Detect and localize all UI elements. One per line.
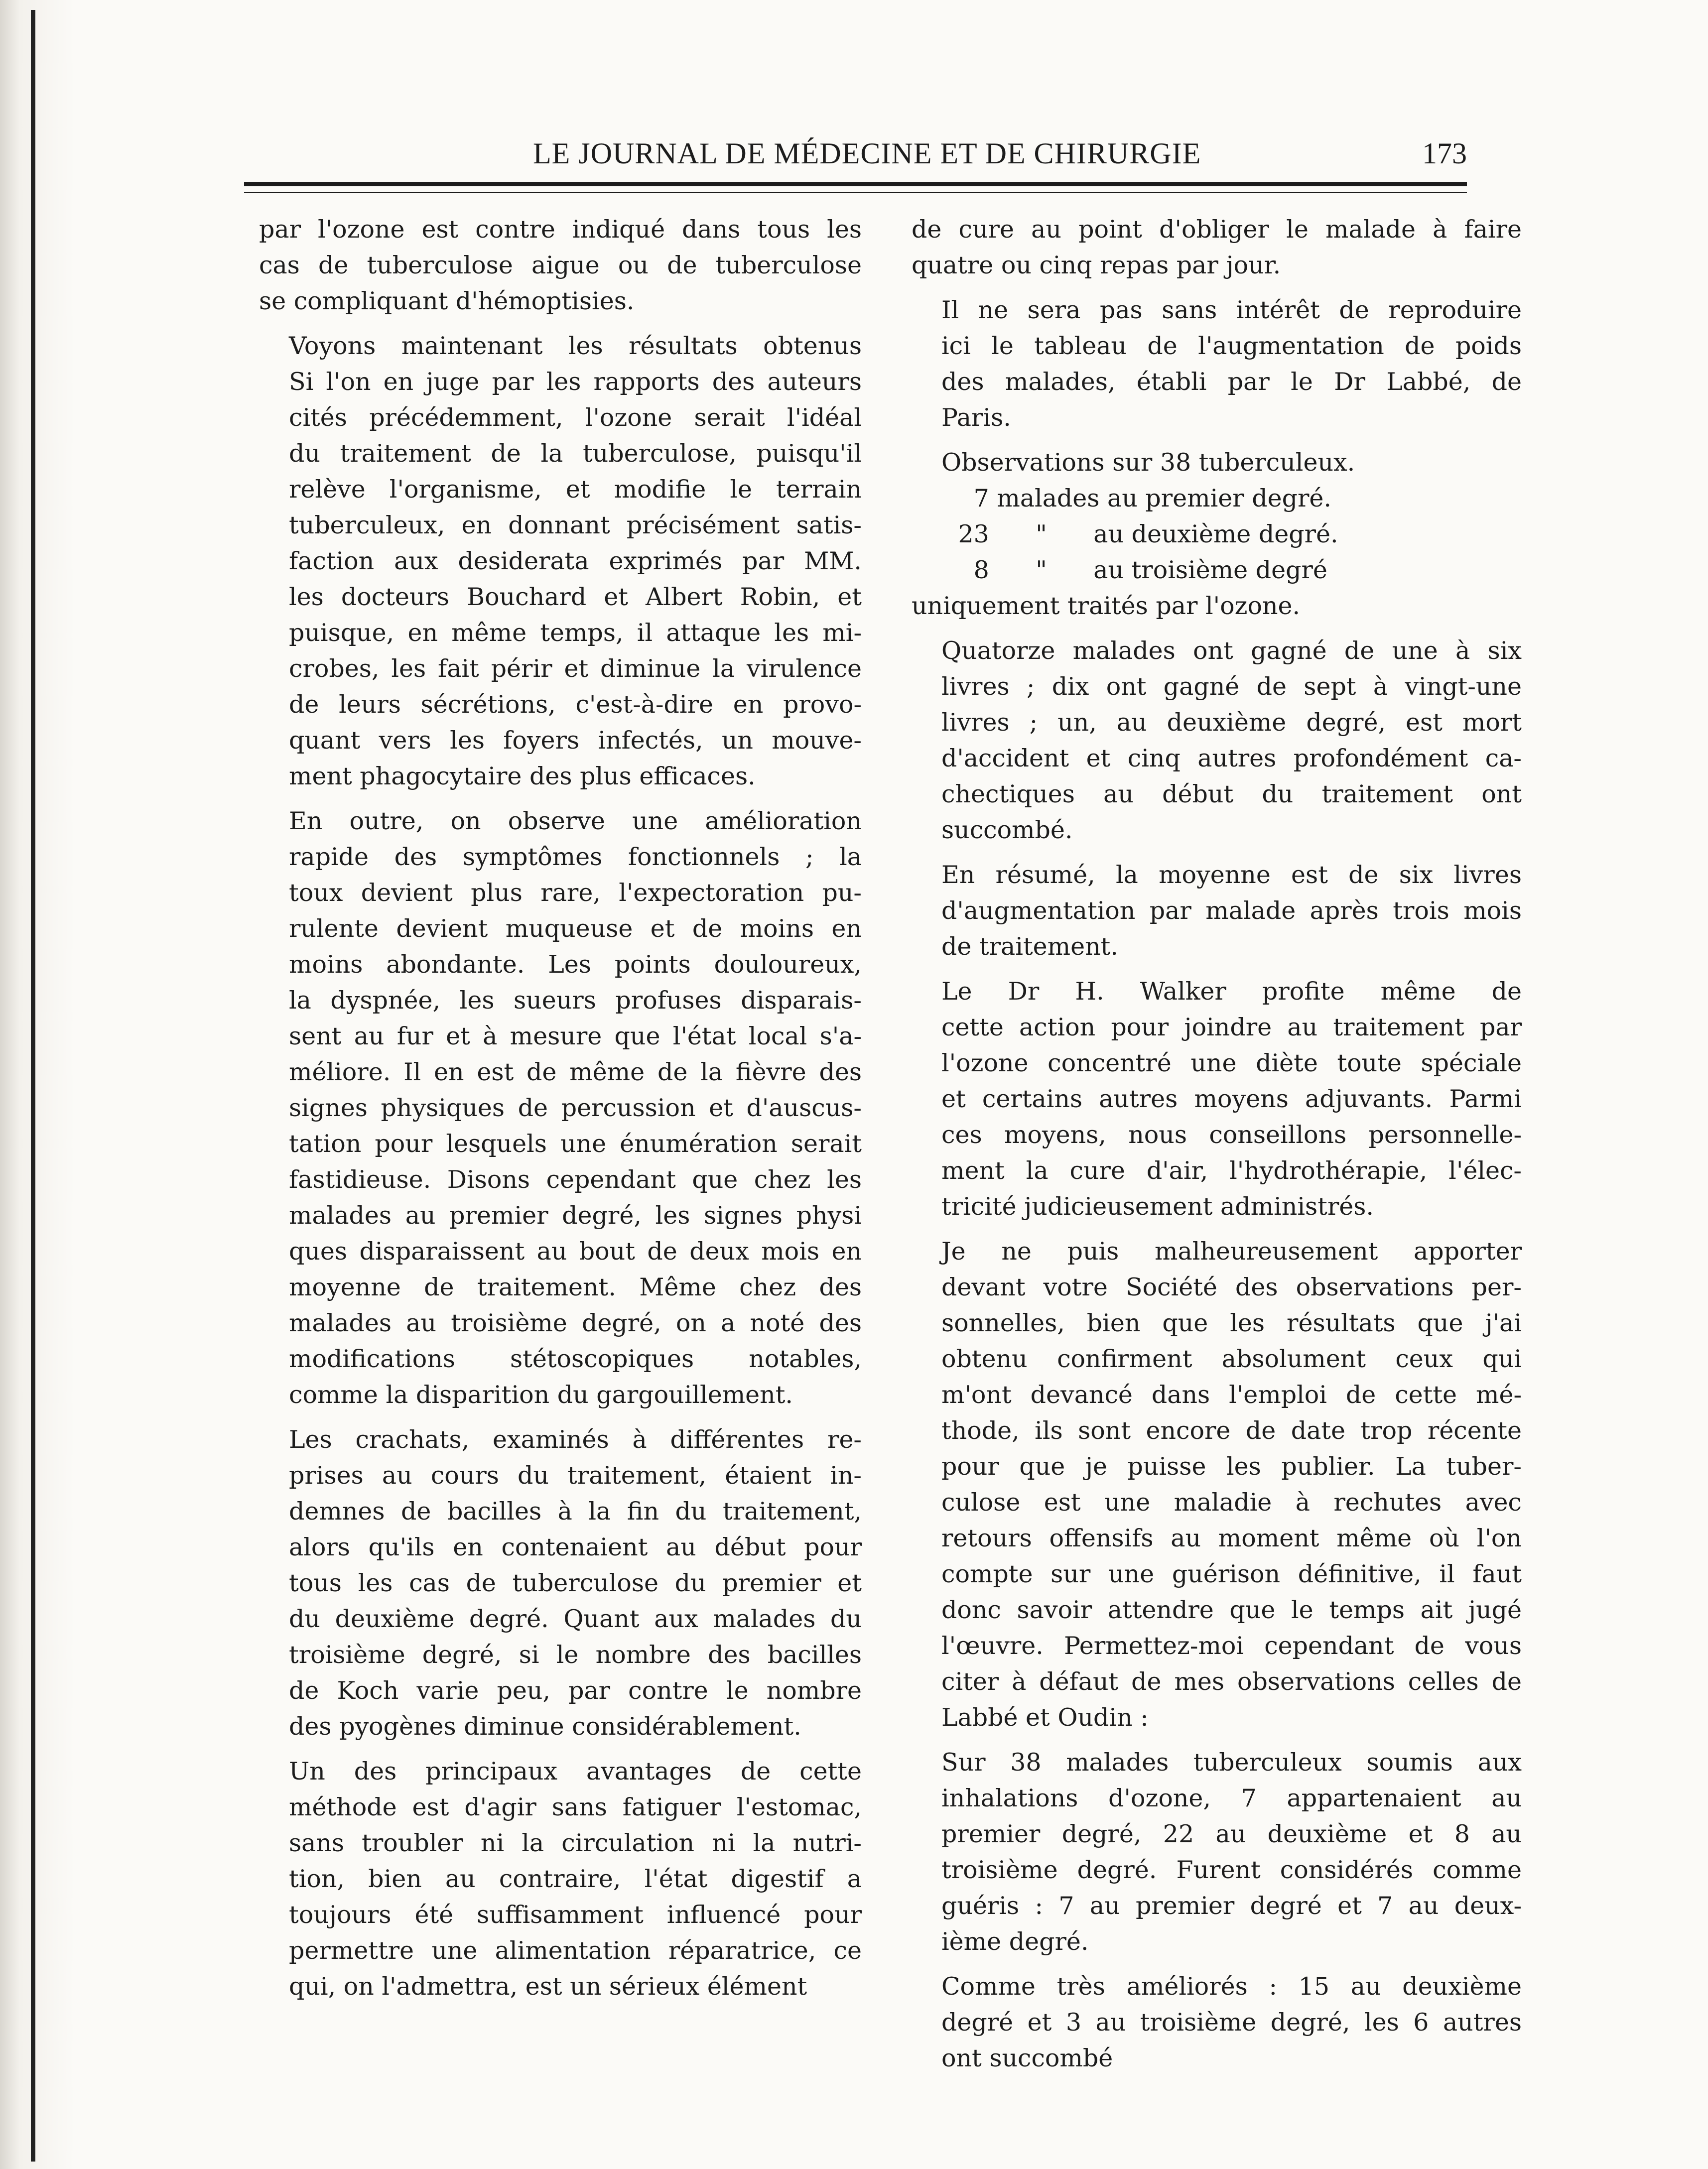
text-line: donc savoir attendre que le temps ait jugé xyxy=(941,1596,1522,1624)
text-line: faction aux desiderata exprimés par MM. xyxy=(289,547,862,575)
text-line: Labbé et Oudin : xyxy=(941,1703,1149,1732)
text-line: les docteurs Bouchard et Albert Robin, et xyxy=(289,583,862,611)
text-line: Si l'on en juge par les rapports des auteurs xyxy=(289,368,862,396)
text-line: pour que je puisse les publier. La tuber- xyxy=(941,1452,1522,1481)
text-line: demnes de bacilles à la fin du traitement, xyxy=(289,1497,862,1526)
text-line: méliore. Il en est de même de la fièvre des xyxy=(289,1058,862,1086)
text-line: compte sur une guérison définitive, il faut xyxy=(941,1560,1522,1588)
text-line: d'augmentation par malade après trois mois xyxy=(941,896,1522,925)
text-line: tricité judicieusement administrés. xyxy=(941,1192,1374,1221)
text-line: de leurs sécrétions, c'est-à-dire en provo- xyxy=(289,690,862,719)
text-line: En résumé, la moyenne est de six livres xyxy=(941,861,1522,889)
text-line: livres ; dix ont gagné de sept à vingt-une xyxy=(941,672,1522,701)
text-line: alors qu'ils en contenaient au début pour xyxy=(289,1533,862,1561)
text-line: ont succombé xyxy=(941,2044,1113,2072)
text-line: quant vers les foyers infectés, un mouve- xyxy=(289,726,862,755)
text-line: sent au fur et à mesure que l'état local s'a- xyxy=(289,1022,862,1050)
paragraph xyxy=(259,212,862,319)
running-title: LE JOURNAL DE MÉDECINE ET DE CHIRURGIE xyxy=(533,137,1201,170)
text-line: degré et 3 au troisième degré, les 6 autres xyxy=(941,2008,1522,2037)
stats-row: 8 " au troisième degré xyxy=(912,556,1327,584)
text-line: de traitement. xyxy=(941,932,1118,961)
stats-tail: uniquement traités par l'ozone. xyxy=(912,592,1301,620)
page-binding-shadow xyxy=(0,0,75,2169)
text-line: ces moyens, nous conseillons personnelle- xyxy=(941,1121,1522,1149)
paragraph xyxy=(912,974,1522,1225)
text-line: prises au cours du traitement, étaient in- xyxy=(289,1461,862,1490)
text-line: Le Dr H. Walker profite même de xyxy=(941,977,1522,1006)
text-line: cas de tuberculose aigue ou de tuberculose xyxy=(259,251,862,279)
text-line: retours offensifs au moment même où l'on xyxy=(941,1524,1522,1552)
text-line: obtenu confirment absolument ceux qui xyxy=(941,1345,1522,1373)
text-line: culose est une maladie à rechutes avec xyxy=(941,1488,1522,1517)
text-line: comme la disparition du gargouillement. xyxy=(289,1381,793,1409)
left-column xyxy=(259,212,862,2014)
text-line: ment phagocytaire des plus efficaces. xyxy=(289,762,756,790)
stats-heading: Observations sur 38 tuberculeux. xyxy=(941,448,1355,477)
text-line: malades au troisième degré, on a noté des xyxy=(289,1309,862,1337)
text-line: Sur 38 malades tuberculeux soumis aux xyxy=(941,1748,1522,1777)
text-line: livres ; un, au deuxième degré, est mort xyxy=(941,708,1522,737)
text-line: signes physiques de percussion et d'auscus- xyxy=(289,1094,862,1122)
text-line: Voyons maintenant les résultats obtenus xyxy=(289,332,862,360)
text-line: premier degré, 22 au deuxième et 8 au xyxy=(941,1820,1522,1848)
text-line: m'ont devancé dans l'emploi de cette mé- xyxy=(941,1381,1522,1409)
text-line: troisième degré, si le nombre des bacilles xyxy=(289,1641,862,1669)
text-line: du deuxième degré. Quant aux malades du xyxy=(289,1605,862,1633)
page-number: 173 xyxy=(1422,137,1467,170)
text-line: Il ne sera pas sans intérêt de reproduire xyxy=(941,296,1522,324)
text-line: se compliquant d'hémoptisies. xyxy=(259,287,635,315)
right-column xyxy=(912,212,1522,2085)
text-line: cette action pour joindre au traitement par xyxy=(941,1013,1522,1041)
text-line: sonnelles, bien que les résultats que j'ai xyxy=(941,1309,1522,1337)
text-line: En outre, on observe une amélioration xyxy=(289,807,862,835)
text-line: par l'ozone est contre indiqué dans tous les xyxy=(259,215,862,244)
text-line: du traitement de la tuberculose, puisqu'il xyxy=(289,439,862,468)
text-line: ques disparaissent au bout de deux mois en xyxy=(289,1237,862,1266)
text-line: Les crachats, examinés à différentes re- xyxy=(289,1425,862,1454)
text-line: chectiques au début du traitement ont xyxy=(941,780,1522,808)
text-line: méthode est d'agir sans fatiguer l'estomac, xyxy=(289,1793,862,1821)
text-line: guéris : 7 au premier degré et 7 au deux- xyxy=(941,1892,1522,1920)
text-line: puisque, en même temps, il attaque les mi- xyxy=(289,619,862,647)
stats-row: 7 malades au premier degré. xyxy=(912,484,1332,512)
text-line: ment la cure d'air, l'hydrothérapie, l'élec- xyxy=(941,1156,1522,1185)
header-rule-thick xyxy=(244,182,1467,186)
text-line: l'ozone concentré une diète toute spéciale xyxy=(941,1049,1522,1077)
text-line: des pyogènes diminue considérablement. xyxy=(289,1712,801,1741)
paragraph xyxy=(912,633,1522,848)
binding-edge-line xyxy=(31,10,35,2162)
text-line: moins abondante. Les points douloureux, xyxy=(289,950,862,979)
paragraph xyxy=(259,803,862,1413)
text-line: crobes, les fait périr et diminue la virulence xyxy=(289,654,862,683)
text-line: citer à défaut de mes observations celles de xyxy=(941,1667,1522,1696)
text-line: quatre ou cinq repas par jour. xyxy=(912,251,1281,279)
text-line: Paris. xyxy=(941,403,1011,432)
paragraph xyxy=(259,1422,862,1745)
text-line: relève l'organisme, et modifie le terrain xyxy=(289,475,862,504)
text-line: thode, ils sont encore de date trop récente xyxy=(941,1416,1522,1445)
text-line: d'accident et cinq autres profondément ca- xyxy=(941,744,1522,772)
stats-row: 23 " au deuxième degré. xyxy=(912,520,1338,548)
text-line: l'œuvre. Permettez-moi cependant de vous xyxy=(941,1632,1522,1660)
text-line: Quatorze malades ont gagné de une à six xyxy=(941,637,1522,665)
text-line: et certains autres moyens adjuvants. Parmi xyxy=(941,1085,1522,1113)
page-header xyxy=(244,128,1467,178)
text-line: toujours été suffisamment influencé pour xyxy=(289,1901,862,1929)
text-line: tation pour lesquels une énumération serait xyxy=(289,1130,862,1158)
paragraph xyxy=(912,212,1522,283)
text-line: qui, on l'admettra, est un sérieux élément xyxy=(289,1972,807,2001)
paragraph xyxy=(912,1234,1522,1736)
text-line: rulente devient muqueuse et de moins en xyxy=(289,914,862,943)
paragraph xyxy=(912,292,1522,436)
text-line: inhalations d'ozone, 7 appartenaient au xyxy=(941,1784,1522,1812)
text-line: la dyspnée, les sueurs profuses disparais- xyxy=(289,986,862,1015)
text-line: tuberculeux, en donnant précisément satis- xyxy=(289,511,862,539)
text-line: des malades, établi par le Dr Labbé, de xyxy=(941,368,1522,396)
text-line: Je ne puis malheureusement apporter xyxy=(941,1237,1522,1266)
paragraph xyxy=(259,1754,862,2005)
text-line: rapide des symptômes fonctionnels ; la xyxy=(289,843,862,871)
text-line: Comme très améliorés : 15 au deuxième xyxy=(941,1972,1522,2001)
text-line: succombé. xyxy=(941,816,1073,844)
text-line: malades au premier degré, les signes physi xyxy=(289,1201,862,1230)
text-line: Un des principaux avantages de cette xyxy=(289,1757,862,1786)
text-line: de Koch varie peu, par contre le nombre xyxy=(289,1676,862,1705)
paragraph xyxy=(912,1969,1522,2076)
text-line: de cure au point d'obliger le malade à faire xyxy=(912,215,1522,244)
text-line: moyenne de traitement. Même chez des xyxy=(289,1273,862,1301)
text-line: devant votre Société des observations per- xyxy=(941,1273,1522,1301)
text-line: troisième degré. Furent considérés comme xyxy=(941,1856,1522,1884)
text-line: sans troubler ni la circulation ni la nutri- xyxy=(289,1829,862,1857)
text-line: ième degré. xyxy=(941,1927,1089,1956)
paragraph xyxy=(259,328,862,794)
text-line: fastidieuse. Disons cependant que chez les xyxy=(289,1165,862,1194)
text-line: permettre une alimentation réparatrice, ce xyxy=(289,1936,862,1965)
text-line: tion, bien au contraire, l'état digestif a xyxy=(289,1865,862,1893)
text-line: ici le tableau de l'augmentation de poids xyxy=(941,332,1522,360)
paragraph xyxy=(912,857,1522,965)
text-line: tous les cas de tuberculose du premier et xyxy=(289,1569,862,1597)
paragraph xyxy=(912,1745,1522,1960)
header-rule-thin xyxy=(244,192,1467,193)
text-line: cités précédemment, l'ozone serait l'idéal xyxy=(289,403,862,432)
text-line: toux devient plus rare, l'expectoration pu- xyxy=(289,879,862,907)
text-line: modifications stétoscopiques notables, xyxy=(289,1345,862,1373)
